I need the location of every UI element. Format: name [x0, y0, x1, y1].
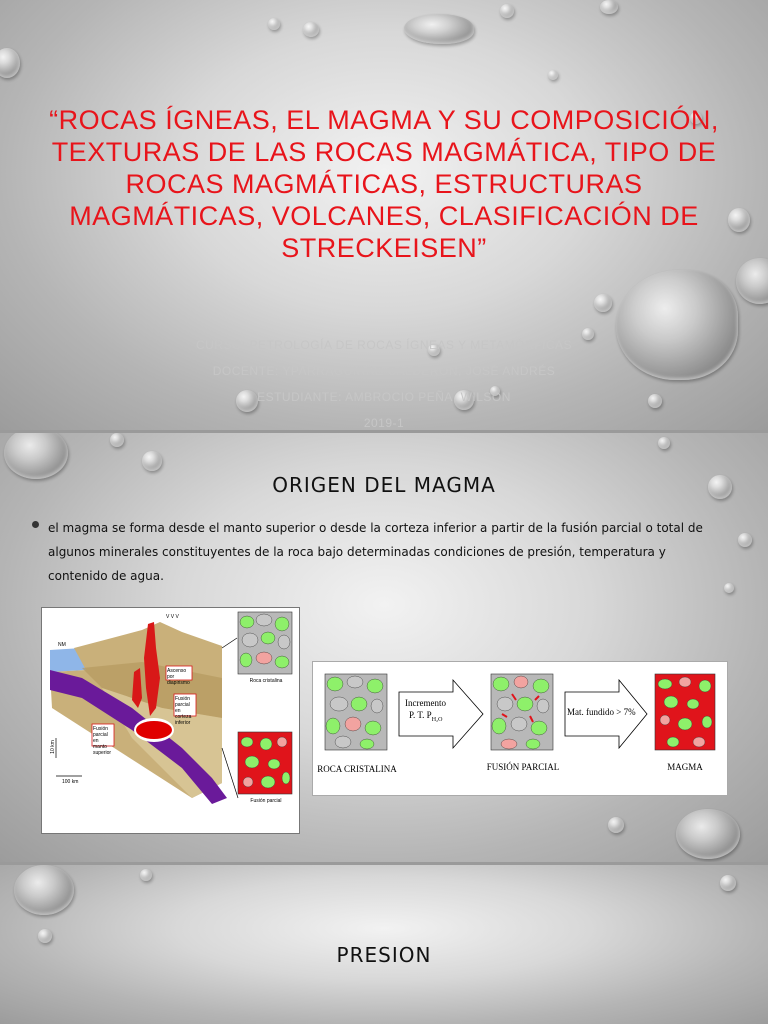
- water-drop-icon: [303, 22, 319, 37]
- melting-process-diagram: [312, 661, 728, 796]
- water-drop-icon: [404, 14, 474, 44]
- water-drop-icon: [600, 0, 618, 14]
- mantle-melt-label: Fusión parcial en manto superior: [93, 726, 112, 756]
- melt-threshold-label: Mat. fundido > 7%: [567, 707, 636, 717]
- crust-melt-label: Fusión parcial en corteza inferior: [175, 696, 192, 726]
- water-drop-icon: [738, 533, 752, 547]
- water-drop-icon: [608, 817, 624, 833]
- quote-close: ”: [477, 233, 487, 263]
- year-line: 2019-1: [363, 416, 405, 430]
- magma-label: MAGMA: [667, 762, 703, 772]
- bullet-text: el magma se forma desde el manto superior o desde la corteza inferior a partir de la fusión parcial o total de algunos minerales constituyentes de la roca bajo determinadas condiciones de presión, temperatura y contenido de agua.: [48, 521, 703, 583]
- water-drop-icon: [548, 70, 558, 80]
- title-text: ROCAS ÍGNEAS, EL MAGMA Y SU COMPOSICIÓN, TEXTURAS DE LAS ROCAS MAGMÁTICA, TIPO DE ROCAS MAGMÁTICAS, ESTRUCTURAS MAGMÁTICAS, VOLCANES, CLASIFICACIÓN DE STRECKEISEN: [51, 105, 719, 263]
- partial-melt-label: Fusión parcial: [250, 798, 282, 804]
- water-drop-icon: [658, 437, 670, 449]
- quote-open: “: [49, 105, 59, 135]
- water-drop-icon: [728, 208, 750, 232]
- water-drop-icon: [38, 929, 52, 943]
- origin-slide: [0, 433, 768, 862]
- depth-scale-label: 10 km: [49, 740, 56, 754]
- water-drop-icon: [140, 869, 152, 881]
- presentation-title: [40, 104, 728, 264]
- student-line: ESTUDIANTE: AMBROCIO PEÑA, WILSON: [257, 390, 511, 404]
- volcano-label: V V V: [166, 614, 179, 620]
- ascent-label: Ascenso por diapirismo: [167, 668, 190, 686]
- partial-fusion-label: FUSIÓN PARCIAL: [486, 762, 560, 772]
- section-heading: PRESION: [336, 943, 432, 967]
- course-info: [0, 332, 768, 430]
- course-line: CURSO: PETROLOGÍA DE ROCAS ÍGNEAS Y METAMÓRFICAS: [195, 338, 573, 352]
- teacher-line: DOCENTE: YPARRAGUIRRE CALDERÓN, JOSÉ ANDRÉS: [212, 364, 556, 378]
- h2o-subscript: H₂O: [431, 716, 443, 723]
- ptp-label: [409, 710, 459, 723]
- bullet-icon: [32, 521, 39, 528]
- water-drop-icon: [268, 18, 280, 30]
- pressure-slide: [0, 865, 768, 1024]
- water-drop-icon: [0, 48, 20, 78]
- bullet-paragraph: [32, 516, 722, 588]
- water-drop-icon: [14, 865, 74, 915]
- distance-scale-label: 100 km: [62, 779, 79, 785]
- crystalline-rock-label: ROCA CRISTALINA: [317, 764, 397, 774]
- section-heading: ORIGEN DEL MAGMA: [272, 473, 496, 497]
- sea-level-label: NM: [58, 642, 66, 648]
- process-svg: [313, 662, 727, 795]
- water-drop-icon: [676, 809, 740, 859]
- magma-origin-diagram: [41, 607, 300, 834]
- title-slide: [0, 0, 768, 430]
- water-drop-icon: [500, 4, 514, 18]
- water-drop-icon: [142, 451, 162, 471]
- water-drop-icon: [736, 258, 768, 304]
- crystal-rock-label: Roca cristalina: [249, 678, 283, 684]
- water-drop-icon: [724, 583, 734, 593]
- ptp-text: P. T. P: [409, 710, 432, 720]
- water-drop-icon: [110, 433, 124, 447]
- water-drop-icon: [594, 294, 612, 312]
- increase-label: Incremento: [405, 698, 446, 708]
- water-drop-icon: [720, 875, 736, 891]
